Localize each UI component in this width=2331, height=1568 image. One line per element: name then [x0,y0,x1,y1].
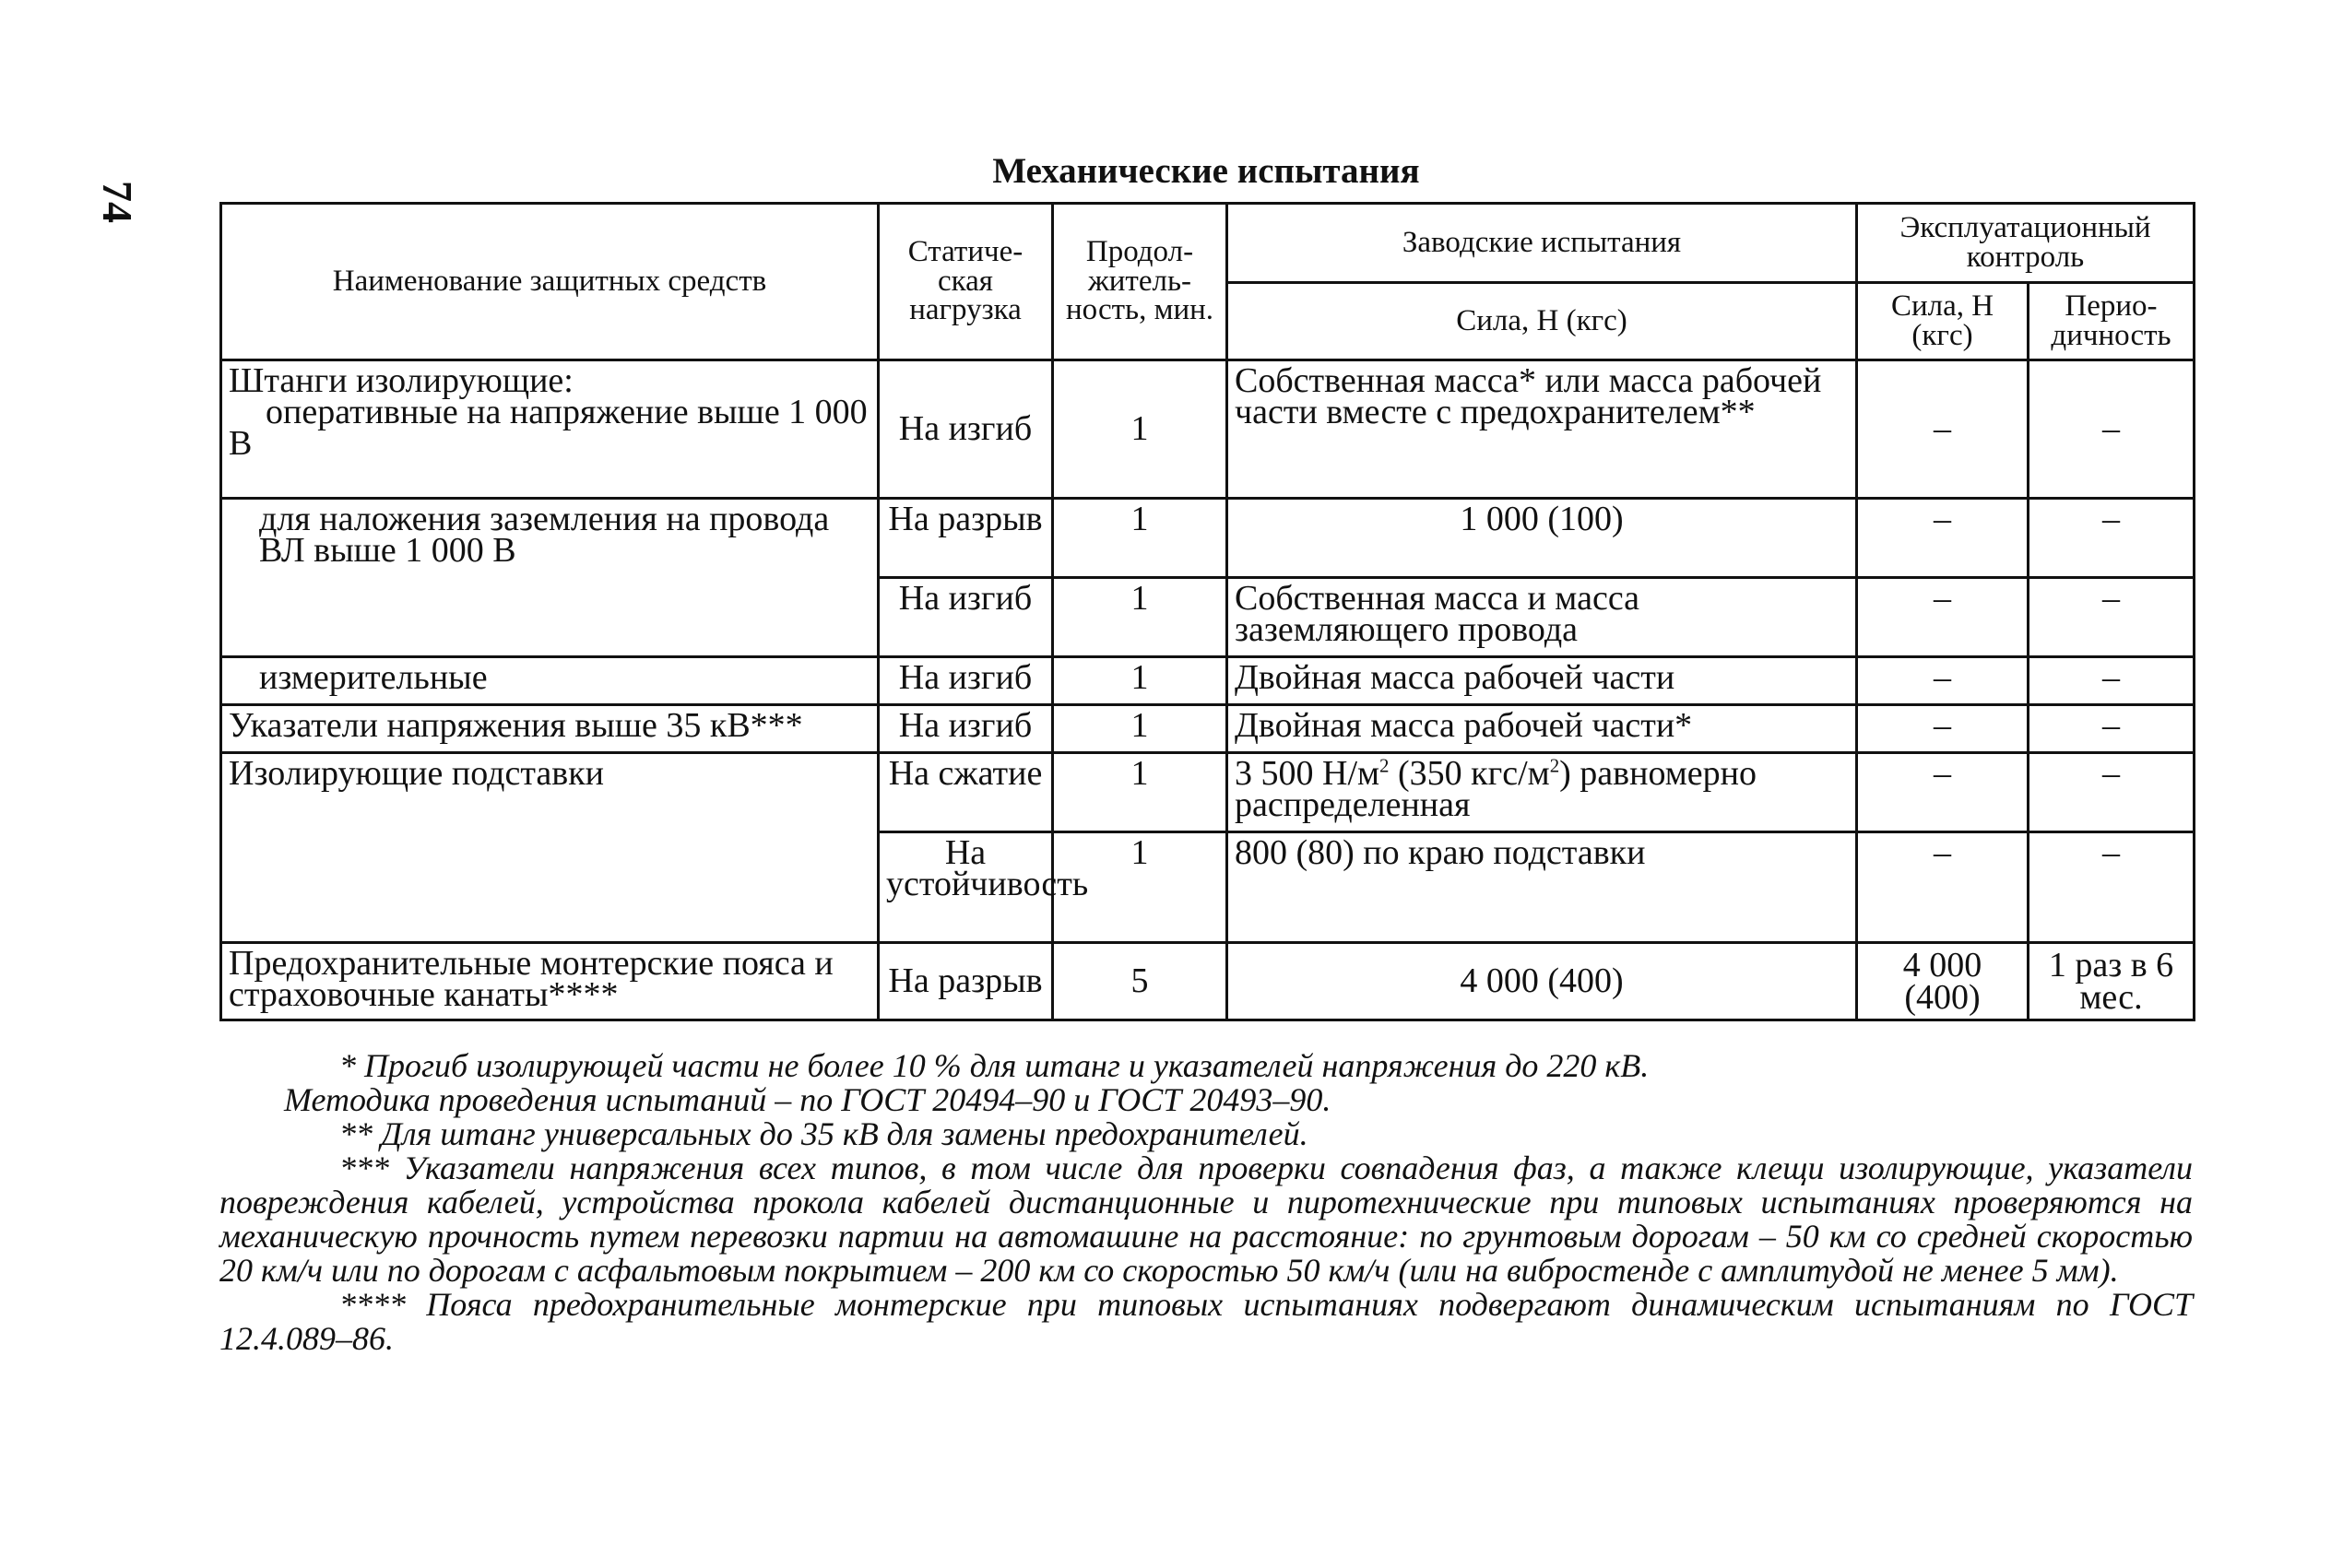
cell-name [221,360,879,499]
cell-load: На изгиб [879,578,1053,657]
force-text-a: 3 500 Н/м [1235,754,1380,793]
cell-name-line2: оперативные на напряжение выше 1 000 В [229,393,868,464]
cell-duration: 5 [1053,943,1227,1020]
cell-name: Предохранительные монтерские пояса и страховочные канаты**** [221,943,879,1020]
cell-op-force: – [1857,832,2029,943]
mechanical-tests-table [219,202,2195,1021]
cell-op-period: – [2029,499,2195,578]
cell-op-period: – [2029,578,2195,657]
cell-force: 1 000 (100) [1227,499,1857,578]
cell-duration: 1 [1053,360,1227,499]
cell-op-period: – [2029,832,2195,943]
footnote-3: *** Указатели напряжения всех типов, в том числе для проверки совпадения фаз, а также клещи изолирующие, указатели повреждения кабелей, устройства прокола кабелей дистанционные и пиротехнические при типовых испытаниях проверяются на механическую прочность путем перевозки партии на автомашине на расстояние: по грунтовым дорогам – 50 км со средней скоростью 20 км/ч или по дорогам с асфальтовым покрытием – 200 км со скоростью 50 км/ч (или на вибростенде с амплитудой не менее 5 мм). [219,1149,2193,1289]
cell-op-period: 1 раз в 6 мес. [2029,943,2195,1020]
header-op-force: Сила, Н (кгс) [1857,283,2029,360]
cell-name: для наложения заземления на провода ВЛ выше 1 000 В [221,499,879,657]
footnote-1: * Прогиб изолирующей части не более 10 % для штанг и указателей напряжения до 220 кВ. [339,1047,1650,1084]
cell-op-force: – [1857,578,2029,657]
table-row [221,360,2195,499]
cell-force: Двойная масса рабочей части* [1227,705,1857,753]
table-row [221,499,2195,578]
table-row [221,657,2195,705]
page-title: Механические испытания [992,151,1420,191]
cell-force [1227,753,1857,832]
table-row [221,753,2195,832]
cell-force: Собственная масса* или масса рабочей части вместе с предохранителем** [1227,360,1857,499]
cell-name: измерительные [221,657,879,705]
header-op-period: Перио-дичность [2029,283,2195,360]
cell-op-force: – [1857,705,2029,753]
cell-name-line1: Штанги изолирующие: [229,361,574,400]
cell-op-period: – [2029,360,2195,499]
cell-op-period: – [2029,657,2195,705]
cell-force: Двойная масса рабочей части [1227,657,1857,705]
header-duration: Продол-житель-ность, мин. [1053,204,1227,360]
cell-op-force: 4 000 (400) [1857,943,2029,1020]
footnote-1-method: Методика проведения испытаний – по ГОСТ 20494–90 и ГОСТ 20493–90. [284,1081,1331,1118]
header-name: Наименование защитных средств [221,204,879,360]
cell-op-force: – [1857,657,2029,705]
cell-name: Изолирующие подставки [221,753,879,943]
force-sup-2: 2 [1549,754,1560,777]
cell-load: На изгиб [879,705,1053,753]
cell-duration: 1 [1053,657,1227,705]
cell-op-force: – [1857,499,2029,578]
table-row [221,943,2195,1020]
header-load: Статиче-ская нагрузка [879,204,1053,360]
cell-load: На изгиб [879,657,1053,705]
header-operational: Эксплуатационный контроль [1857,204,2195,283]
cell-load: На устойчивость [879,832,1053,943]
cell-duration: 1 [1053,832,1227,943]
cell-load: На разрыв [879,499,1053,578]
cell-op-force: – [1857,360,2029,499]
footnote-2: ** Для штанг универсальных до 35 кВ для замены предохранителей. [339,1115,1308,1152]
cell-load: На разрыв [879,943,1053,1020]
cell-load: На изгиб [879,360,1053,499]
force-sup-1: 2 [1379,754,1390,777]
cell-force: Собственная масса и масса заземляющего провода [1227,578,1857,657]
force-text-b: (350 кгс/м [1389,754,1550,793]
cell-duration: 1 [1053,499,1227,578]
header-factory: Заводские испытания [1227,204,1857,283]
cell-name: Указатели напряжения выше 35 кВ*** [221,705,879,753]
cell-duration: 1 [1053,705,1227,753]
footnote-4: **** Пояса предохранительные монтерские при типовых испытаниях подвергают динамическим испытаниям по ГОСТ 12.4.089–86. [219,1286,2193,1357]
cell-duration: 1 [1053,578,1227,657]
cell-op-period: – [2029,705,2195,753]
cell-duration: 1 [1053,753,1227,832]
cell-force: 800 (80) по краю подставки [1227,832,1857,943]
table-row [221,705,2195,753]
header-row [221,204,2195,283]
cell-force: 4 000 (400) [1227,943,1857,1020]
cell-load: На сжатие [879,753,1053,832]
footnotes [219,1049,2193,1356]
page-number: 74 [94,181,141,223]
cell-op-period: – [2029,753,2195,832]
header-factory-force: Сила, Н (кгс) [1227,283,1857,360]
force-text-c: ) равномерно распределенная [1235,754,1757,825]
cell-op-force: – [1857,753,2029,832]
